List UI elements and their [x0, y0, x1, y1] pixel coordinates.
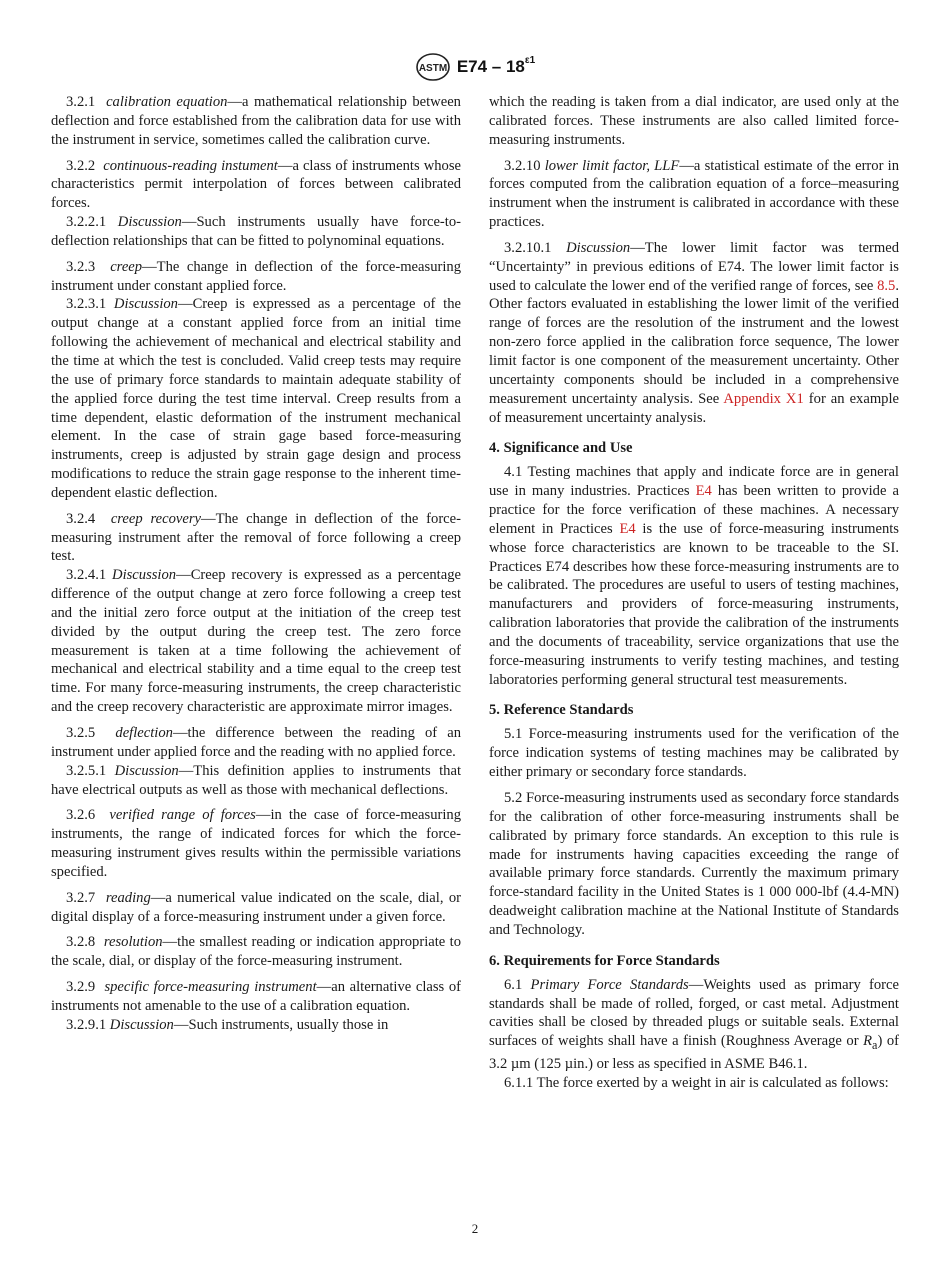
paragraph-3-2-6: 3.2.6 verified range of forces—in the case of force-measuring instruments, the range of indicated forces for which the force-measuring instrument gives results within the permissible variations specified.: [51, 807, 462, 880]
paragraph-3-2-2-1: 3.2.2.1 Discussion—Such instruments usually have force-to-deflection relationships that can be fitted to polynominal equations.: [51, 214, 461, 249]
document-number: $E74 - 18^{\varepsilon 1}$: [456, 55, 536, 76]
paragraph-3-2-8: 3.2.8 resolution—the smallest reading or indication appropriate to the scale, dial, or display of the force-measuring instrument.: [51, 934, 461, 970]
right-column: [489, 93, 899, 1093]
paragraph-3-2-7: 3.2.7 reading—a numerical value indicated on the scale, dial, or digital display of a force-measuring instrument under a given force.: [51, 889, 461, 925]
paragraph-3-2-9: 3.2.9 specific force-measuring instrument—an alternative class of instruments not amenable to the use of a calibration equation.: [51, 979, 462, 1014]
section-6-heading: 6. Requirements for Force Standards: [489, 952, 720, 969]
paragraph-3-2-9-1: 3.2.9.1 Discussion—Such instruments, usually those in: [66, 1016, 389, 1033]
document-edition-superscript: ε1: [524, 55, 536, 67]
link-appendix-x1[interactable]: Appendix X1: [723, 390, 804, 407]
paragraph-6-1-1: 6.1.1 The force exerted by a weight in air is calculated as follows:: [504, 1074, 889, 1091]
paragraph-5-1: 5.1 Force-measuring instruments used for the verification of the force indication systems of testing machines may be calibrated by either primary or secondary force standards.: [489, 726, 899, 781]
paragraph-3-2-4-1: 3.2.4.1 Discussion—Creep recovery is expressed as a percentage difference of the output change at zero force following a creep test and the initial zero force output at the initiation of the creep test divided by the output during the creep test. The zero force measurement is taken at a time following the achievement of mechanical and electrical stability and a time equal to the creep test time. For many force-measuring instruments, the creep characteristic and the creep recovery characteristic are approximate mirror images.: [51, 567, 461, 716]
paragraph-3-2-10-1: 3.2.10.1 Discussion—The lower limit factor was termed “Uncertainty” in previous editions of E74. The lower limit factor is used to calculate the lower end of the verified range of forces, see 8.5. Other factors evaluated in establishing the lower limit of the verified range of forces are the resolution of the instrument and the lowest non-zero force applied in the calibration force sequence, The lower limit factor is one component of the measurement uncertainty. Other uncertainty components should be included in a comprehensive measurement uncertainty analysis. See Appendix X1 for an example of measurement uncertainty analysis.: [489, 239, 900, 426]
page-header: [0, 52, 950, 84]
paragraph-3-2-1: 3.2.1 calibration equation—a mathematical relationship between deflection and force established from the calibration data for use with the instrument in service, sometimes called the calibration curve.: [51, 94, 461, 148]
paragraph-3-2-3-1: 3.2.3.1 Discussion—Creep is expressed as a percentage of the output change at a constant applied force from an initial time following the achievement of mechanical and electrical stability and the time at which the test is concluded. Valid creep tests may require the use of primary force standards to maintain adequate stability of the applied force during the test time interval. Creep results from a time dependent, elastic deformation of the instrument mechanical element. In the case of strain gage based force-measuring instruments, creep is adjusted by strain gage design and process modifications to reduce the strain gage response to the inherent time-dependent elastic deflection.: [51, 296, 461, 501]
paragraph-5-2: 5.2 Force-measuring instruments used as secondary force standards for the calibration of other force-measuring instruments shall be calibrated by primary force standards. An exception to this rule is made for instruments having capacities exceeding the range of available primary force standards. Currently the maximum primary force-standard facility in the United States is 1 000 000-lbf (4.4-MN) deadweight calibration machine at the National Institute of Standards and Technology.: [489, 790, 899, 938]
paragraph-3-2-4: 3.2.4 creep recovery—The change in deflection of the force-measuring instrument after the removal of force following a creep test.: [51, 510, 461, 565]
paragraph-3-2-3: 3.2.3 creep—The change in deflection of the force-measuring instrument under constant applied force.: [51, 258, 462, 294]
paragraph-3-2-9-1-continued: which the reading is taken from a dial indicator, are used only at the calibrated forces. These instruments are also called limited force-measuring instruments.: [489, 94, 899, 148]
page-number: 2: [471, 1221, 479, 1236]
astm-logo-icon: [415, 52, 451, 82]
paragraph-3-2-5-1: 3.2.5.1 Discussion—This definition applies to instruments that have electrical outputs as well as those with mechanical deflections.: [51, 762, 462, 798]
paragraph-3-2-2: 3.2.2 continuous-reading instument—a class of instruments whose characteristics permit interpolation of forces between calibrated forces.: [51, 157, 461, 212]
paragraph-4-1: 4.1 Testing machines that apply and indicate force are in general use in many industries. Practices E4 has been written to provide a practice for the force verification of these machines. A necessary element in Practices E4 is the use of force-measuring instruments whose force characteristics are known to be traceable to the SI. Practices E74 describes how these force-measuring instruments are to be calibrated. The procedures are useful to users of testing machines, manufacturers and providers of force-measuring instruments, calibration laboratories that provide the calibration of the instruments and the documents of traceability, service organizations that use the force-measuring instruments to verify testing machines, and testing laboratories performing general structural test measurements.: [489, 464, 900, 688]
left-column: [51, 93, 461, 1035]
link-practices-e4-second[interactable]: E4: [619, 520, 636, 537]
paragraph-6-1: 6.1 Primary Force Standards—Weights used as primary force standards shall be made of rolled, forged, or cast metal. Adjustment cavities shall be closed by threaded plugs or suitable seals. External surfaces of weights shall have a finish (Roughness Average or $R_a$) of 3.2 µm (125 µin.) or less as specified in ASME B46.1.: [489, 976, 899, 1073]
paragraph-3-2-10: 3.2.10 lower limit factor, LLF—a statistical estimate of the error in forces computed from the calibration equation of a force–measuring instrument when the instrument is calibrated in accordance with these practices.: [489, 157, 899, 231]
logo-text: ASTM: [418, 63, 447, 74]
link-section-8-5[interactable]: 8.5: [877, 277, 896, 294]
paragraph-3-2-5: 3.2.5 deflection—the difference between the reading of an instrument under applied force and the reading with no applied force.: [51, 725, 462, 760]
section-5-heading: 5. Reference Standards: [489, 702, 634, 719]
section-4-heading: 4. Significance and Use: [489, 440, 633, 457]
link-practices-e4[interactable]: E4: [695, 483, 712, 500]
